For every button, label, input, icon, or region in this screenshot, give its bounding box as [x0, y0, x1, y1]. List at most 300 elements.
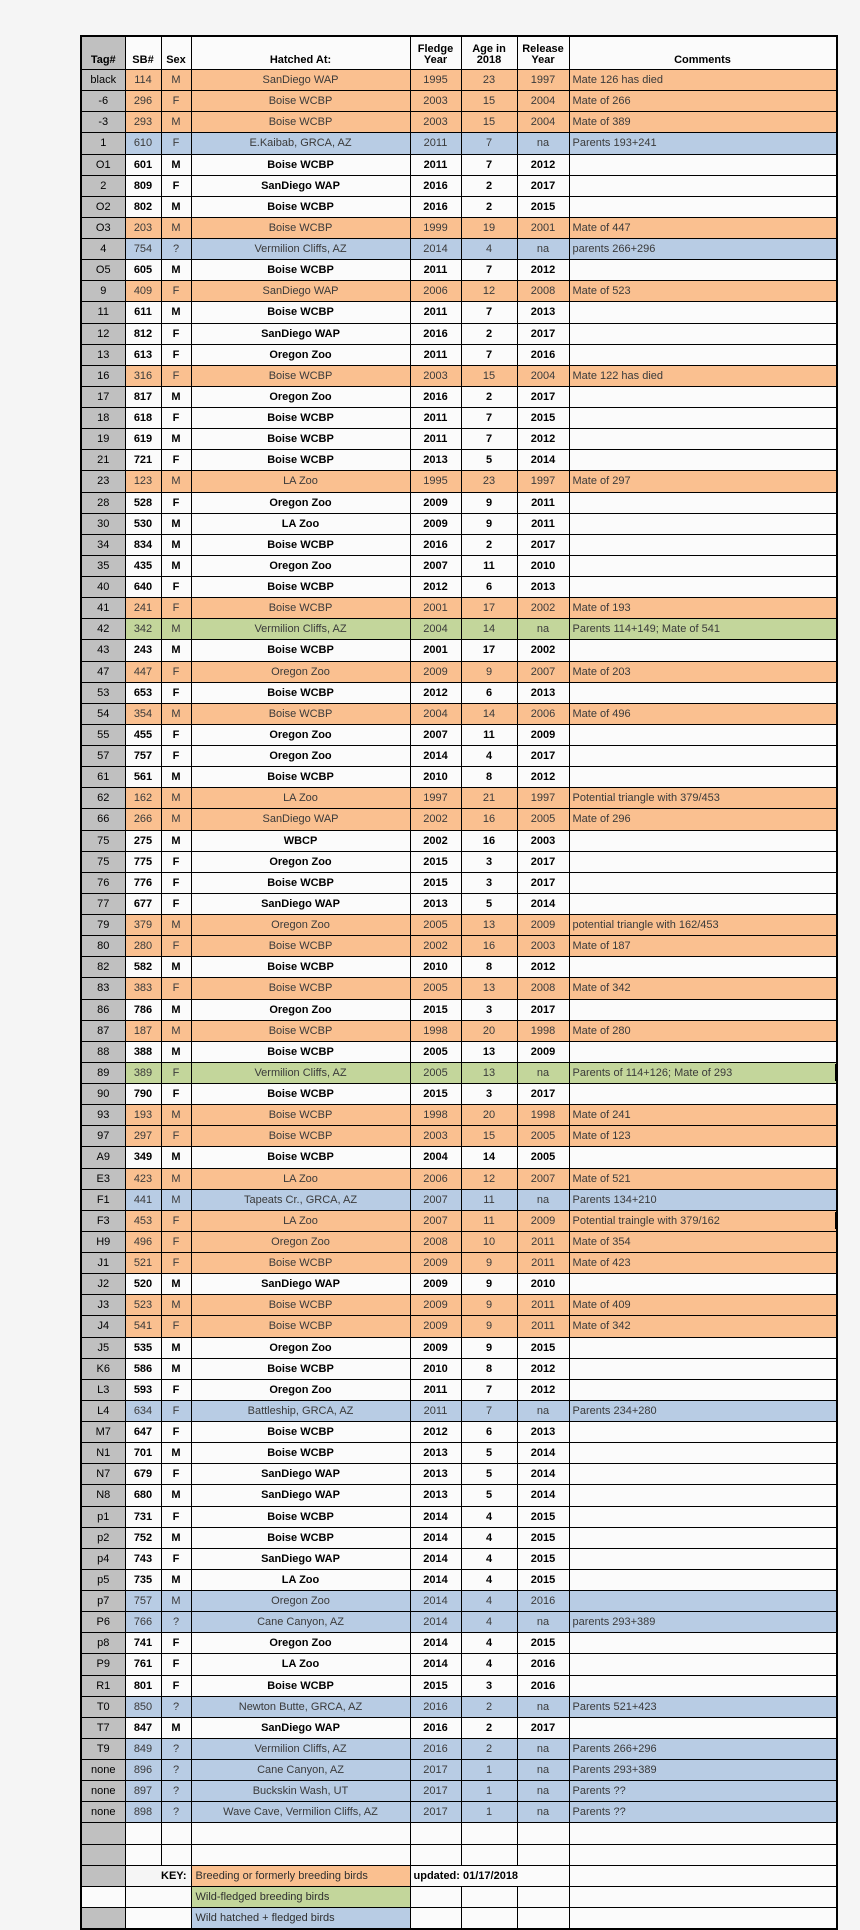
cell-release: 2012 — [517, 260, 569, 281]
table-row — [81, 1781, 837, 1802]
cell-tag — [81, 1886, 125, 1907]
cell-sex: M — [161, 1274, 191, 1295]
cell-sb: 388 — [125, 1041, 161, 1062]
table-row — [81, 1675, 837, 1696]
cell-fledge — [410, 1823, 461, 1844]
cell-fledge: 2011 — [410, 260, 461, 281]
cell-fledge: 2017 — [410, 1781, 461, 1802]
cell-age: 4 — [461, 1654, 517, 1675]
table-row — [81, 851, 837, 872]
comment-text: Parents 134+210 — [572, 1193, 657, 1206]
cell-release: 2017 — [517, 746, 569, 767]
cell-sex: M — [161, 1147, 191, 1168]
cell-age: 7 — [461, 429, 517, 450]
header-comments: Comments — [569, 36, 837, 70]
cell-fledge: 2017 — [410, 1802, 461, 1823]
cell-sb: 679 — [125, 1464, 161, 1485]
cell-fledge: 2003 — [410, 91, 461, 112]
cell-hatched-at: SanDiego WAP — [191, 323, 410, 344]
cell-age: 9 — [461, 1274, 517, 1295]
cell-release — [517, 1907, 569, 1929]
cell-tag: T9 — [81, 1738, 125, 1759]
cell-sex: F — [161, 1379, 191, 1400]
cell-fledge: 2009 — [410, 1295, 461, 1316]
cell-fledge: 2005 — [410, 1041, 461, 1062]
cell-tag — [81, 1865, 125, 1886]
cell-sex: ? — [161, 1696, 191, 1717]
cell-sb: 613 — [125, 344, 161, 365]
cell-sb: 528 — [125, 492, 161, 513]
cell-tag: 61 — [81, 767, 125, 788]
cell-sb: 541 — [125, 1316, 161, 1337]
cell-tag: 89 — [81, 1062, 125, 1083]
cell-sex: M — [161, 471, 191, 492]
cell-age: 7 — [461, 408, 517, 429]
cell-comment — [569, 1717, 837, 1738]
cell-sex: M — [161, 196, 191, 217]
cell-fledge: 2001 — [410, 640, 461, 661]
cell-sex: F — [161, 175, 191, 196]
cell-sex: F — [161, 1464, 191, 1485]
cell-tag: O5 — [81, 260, 125, 281]
cell-comment — [569, 1253, 837, 1274]
comment-text: Parents ?? — [572, 1785, 626, 1798]
cell-comment — [569, 1844, 837, 1865]
cell-sb: 834 — [125, 534, 161, 555]
cell-age: 4 — [461, 239, 517, 260]
comment-text: Mate of 187 — [572, 940, 631, 953]
cell-age: 23 — [461, 471, 517, 492]
cell-release: 2002 — [517, 640, 569, 661]
key-entry-wild-fledged: Wild-fledged breeding birds — [191, 1886, 410, 1907]
cell-sex: F — [161, 1316, 191, 1337]
table-row — [81, 386, 837, 407]
cell-sex: M — [161, 957, 191, 978]
cell-fledge: 2015 — [410, 872, 461, 893]
cell-sb: 316 — [125, 365, 161, 386]
cell-hatched-at: Boise WCBP — [191, 534, 410, 555]
cell-hatched-at: Boise WCBP — [191, 640, 410, 661]
cell-age: 14 — [461, 1147, 517, 1168]
cell-tag: F3 — [81, 1210, 125, 1231]
cell-tag: black — [81, 70, 125, 91]
cell-comment — [569, 1443, 837, 1464]
cell-sb: 898 — [125, 1802, 161, 1823]
cell-age: 15 — [461, 1126, 517, 1147]
cell-sex: M — [161, 1527, 191, 1548]
cell-tag: 87 — [81, 1020, 125, 1041]
cell-comment — [569, 724, 837, 745]
cell-release: 2009 — [517, 915, 569, 936]
cell-fledge: 2005 — [410, 978, 461, 999]
cell-tag: 57 — [81, 746, 125, 767]
cell-tag: 43 — [81, 640, 125, 661]
cell-hatched-at: SanDiego WAP — [191, 1548, 410, 1569]
cell-fledge: 2009 — [410, 661, 461, 682]
cell-fledge: 2007 — [410, 555, 461, 576]
comment-text: Mate of 193 — [572, 602, 631, 615]
cell-sb: 802 — [125, 196, 161, 217]
cell-fledge: 2007 — [410, 1210, 461, 1231]
cell-age: 4 — [461, 1506, 517, 1527]
cell-sex: M — [161, 1443, 191, 1464]
cell-hatched-at: Boise WCBP — [191, 112, 410, 133]
cell-sb: 293 — [125, 112, 161, 133]
cell-comment — [569, 429, 837, 450]
table-row — [81, 196, 837, 217]
cell-sb: 441 — [125, 1189, 161, 1210]
cell-hatched-at: Boise WCBP — [191, 365, 410, 386]
cell-comment — [569, 577, 837, 598]
cell-sex: M — [161, 767, 191, 788]
cell-release: 2015 — [517, 1633, 569, 1654]
cell-age: 2 — [461, 196, 517, 217]
cell-tag: -6 — [81, 91, 125, 112]
table-row — [81, 1506, 837, 1527]
cell-hatched-at: Boise WCBP — [191, 703, 410, 724]
cell-age: 15 — [461, 365, 517, 386]
cell-hatched-at: Vermilion Cliffs, AZ — [191, 1062, 410, 1083]
cell-comment — [569, 1591, 837, 1612]
table-row — [81, 1548, 837, 1569]
cell-comment — [569, 302, 837, 323]
cell-age: 20 — [461, 1020, 517, 1041]
cell-comment — [569, 661, 837, 682]
cell-sb: 297 — [125, 1126, 161, 1147]
cell-fledge: 2014 — [410, 746, 461, 767]
cell-fledge: 2005 — [410, 1062, 461, 1083]
cell-hatched-at: Boise WCBP — [191, 1358, 410, 1379]
cell-comment — [569, 1337, 837, 1358]
cell-age: 13 — [461, 1062, 517, 1083]
cell-tag: 54 — [81, 703, 125, 724]
cell-release: 2017 — [517, 872, 569, 893]
table-row — [81, 661, 837, 682]
cell-tag: p7 — [81, 1591, 125, 1612]
cell-tag: 55 — [81, 724, 125, 745]
cell-age: 7 — [461, 1379, 517, 1400]
cell-release: 2008 — [517, 978, 569, 999]
cell-age: 15 — [461, 112, 517, 133]
cell-tag: A9 — [81, 1147, 125, 1168]
table-row — [81, 619, 837, 640]
cell-sex — [161, 1844, 191, 1865]
table-row — [81, 1464, 837, 1485]
cell-age: 6 — [461, 1422, 517, 1443]
cell-comment — [569, 1569, 837, 1590]
cell-tag: 13 — [81, 344, 125, 365]
table-row — [81, 1591, 837, 1612]
cell-comment — [569, 1907, 837, 1929]
cell-release: 2015 — [517, 1527, 569, 1548]
cell-fledge: 2016 — [410, 386, 461, 407]
table-row — [81, 830, 837, 851]
cell-release: 2017 — [517, 851, 569, 872]
cell-release: na — [517, 1189, 569, 1210]
cell-age: 4 — [461, 1633, 517, 1654]
cell-sex: M — [161, 260, 191, 281]
cell-release: 2013 — [517, 1422, 569, 1443]
cell-comment — [569, 513, 837, 534]
table-row — [81, 1569, 837, 1590]
cell-release: 2016 — [517, 344, 569, 365]
cell-sex: F — [161, 872, 191, 893]
cell-sb: 266 — [125, 809, 161, 830]
cell-age: 1 — [461, 1802, 517, 1823]
cell-age: 5 — [461, 450, 517, 471]
cell-tag: p1 — [81, 1506, 125, 1527]
cell-tag: 35 — [81, 555, 125, 576]
cell-hatched-at: WBCP — [191, 830, 410, 851]
cell-fledge: 1998 — [410, 1105, 461, 1126]
cell-comment — [569, 344, 837, 365]
table-row — [81, 534, 837, 555]
cell-sex: F — [161, 851, 191, 872]
cell-tag: O3 — [81, 217, 125, 238]
cell-release: 2009 — [517, 724, 569, 745]
cell-tag: N1 — [81, 1443, 125, 1464]
cell-sex: F — [161, 682, 191, 703]
cell-fledge: 1999 — [410, 217, 461, 238]
table-row — [81, 217, 837, 238]
cell-age: 7 — [461, 154, 517, 175]
cell-age: 23 — [461, 70, 517, 91]
cell-sex: F — [161, 746, 191, 767]
cell-fledge: 2014 — [410, 1506, 461, 1527]
cell-sb: 677 — [125, 893, 161, 914]
cell-release: 2011 — [517, 513, 569, 534]
table-row — [81, 936, 837, 957]
cell-sb: 453 — [125, 1210, 161, 1231]
cell-age: 11 — [461, 555, 517, 576]
cell-spacer — [125, 1886, 191, 1907]
cell-sb: 640 — [125, 577, 161, 598]
cell-sex: F — [161, 323, 191, 344]
table-row — [81, 239, 837, 260]
cell-fledge: 2014 — [410, 1527, 461, 1548]
cell-release: 2010 — [517, 1274, 569, 1295]
cell-comment — [569, 196, 837, 217]
cell-fledge — [410, 1907, 461, 1929]
comment-text: Mate of 389 — [572, 116, 631, 129]
cell-age: 4 — [461, 1612, 517, 1633]
cell-sex: F — [161, 724, 191, 745]
cell-fledge: 2012 — [410, 682, 461, 703]
cell-release: 2015 — [517, 196, 569, 217]
comment-text: Mate of 423 — [572, 1257, 631, 1270]
cell-age: 21 — [461, 788, 517, 809]
cell-fledge: 2014 — [410, 1633, 461, 1654]
table-row — [81, 978, 837, 999]
comment-text: Mate of 409 — [572, 1299, 631, 1312]
cell-sex: F — [161, 1654, 191, 1675]
cell-sb: 680 — [125, 1485, 161, 1506]
cell-tag: 23 — [81, 471, 125, 492]
key-row-breeding — [81, 1865, 837, 1886]
cell-tag: 75 — [81, 851, 125, 872]
cell-comment — [569, 1274, 837, 1295]
cell-fledge: 2003 — [410, 1126, 461, 1147]
cell-fledge: 2014 — [410, 1612, 461, 1633]
cell-sb: 582 — [125, 957, 161, 978]
cell-release: na — [517, 1612, 569, 1633]
cell-sb: 586 — [125, 1358, 161, 1379]
cell-sex: F — [161, 450, 191, 471]
cell-hatched-at: Buckskin Wash, UT — [191, 1781, 410, 1802]
cell-release: na — [517, 239, 569, 260]
cell-sex: M — [161, 1485, 191, 1506]
cell-fledge: 2011 — [410, 408, 461, 429]
cell-comment — [569, 260, 837, 281]
table-row — [81, 1527, 837, 1548]
cell-release: na — [517, 1738, 569, 1759]
cell-release: 2012 — [517, 957, 569, 978]
cell-sb: 280 — [125, 936, 161, 957]
cell-tag: M7 — [81, 1422, 125, 1443]
table-row — [81, 1485, 837, 1506]
cell-fledge: 2013 — [410, 1443, 461, 1464]
cell-fledge: 1995 — [410, 471, 461, 492]
cell-sex: M — [161, 1041, 191, 1062]
cell-fledge: 2015 — [410, 1084, 461, 1105]
cell-hatched-at: Oregon Zoo — [191, 1379, 410, 1400]
comment-text: Parents 193+241 — [572, 137, 657, 150]
cell-sex: M — [161, 1295, 191, 1316]
cell-fledge: 2013 — [410, 1464, 461, 1485]
cell-sex: M — [161, 555, 191, 576]
cell-comment — [569, 1802, 837, 1823]
cell-sex: M — [161, 619, 191, 640]
cell-tag: 30 — [81, 513, 125, 534]
cell-hatched-at: Oregon Zoo — [191, 999, 410, 1020]
cell-comment — [569, 1760, 837, 1781]
cell-fledge: 2008 — [410, 1231, 461, 1252]
cell-comment — [569, 1485, 837, 1506]
cell-age: 4 — [461, 1548, 517, 1569]
cell-fledge: 2009 — [410, 1337, 461, 1358]
cell-release: na — [517, 1781, 569, 1802]
cell-comment — [569, 492, 837, 513]
cell-sex: F — [161, 1084, 191, 1105]
cell-hatched-at: Boise WCBP — [191, 217, 410, 238]
cell-sex: F — [161, 281, 191, 302]
cell-sex: F — [161, 661, 191, 682]
table-row — [81, 1147, 837, 1168]
cell-release: 2017 — [517, 175, 569, 196]
cell-sex: ? — [161, 1760, 191, 1781]
cell-hatched-at: Tapeats Cr., GRCA, AZ — [191, 1189, 410, 1210]
cell-fledge: 2009 — [410, 513, 461, 534]
table-row — [81, 1802, 837, 1823]
cell-sb: 593 — [125, 1379, 161, 1400]
cell-comment — [569, 999, 837, 1020]
cell-spacer — [125, 1907, 191, 1929]
cell-tag: 28 — [81, 492, 125, 513]
cell-hatched-at: Oregon Zoo — [191, 344, 410, 365]
cell-tag: 76 — [81, 872, 125, 893]
cell-sb: 123 — [125, 471, 161, 492]
cell-sex: ? — [161, 239, 191, 260]
cell-tag: 80 — [81, 936, 125, 957]
cell-age: 3 — [461, 872, 517, 893]
cell-comment — [569, 1041, 837, 1062]
cell-sex: F — [161, 1422, 191, 1443]
cell-fledge: 2012 — [410, 577, 461, 598]
cell-sex: F — [161, 1062, 191, 1083]
cell-tag: 11 — [81, 302, 125, 323]
cell-hatched-at: SanDiego WAP — [191, 1485, 410, 1506]
cell-comment — [569, 767, 837, 788]
cell-hatched-at: Boise WCBP — [191, 91, 410, 112]
cell-comment — [569, 893, 837, 914]
cell-tag: E3 — [81, 1168, 125, 1189]
table-row — [81, 1231, 837, 1252]
cell-hatched-at: Boise WCBP — [191, 1253, 410, 1274]
cell-release: 2015 — [517, 1548, 569, 1569]
table-row — [81, 893, 837, 914]
table-row — [81, 1738, 837, 1759]
cell-hatched-at: LA Zoo — [191, 1569, 410, 1590]
table-row — [81, 1633, 837, 1654]
table-row — [81, 344, 837, 365]
cell-tag: 93 — [81, 1105, 125, 1126]
comment-text: Parents of 114+126; Mate of 293 — [573, 1064, 836, 1081]
table-row — [81, 450, 837, 471]
cell-sex: ? — [161, 1802, 191, 1823]
cell-tag: p4 — [81, 1548, 125, 1569]
cell-sb: 754 — [125, 239, 161, 260]
cell-sex: M — [161, 1569, 191, 1590]
cell-tag: 41 — [81, 598, 125, 619]
cell-comment — [569, 1506, 837, 1527]
cell-comment — [569, 598, 837, 619]
cell-fledge: 2014 — [410, 1569, 461, 1590]
key-row-wild-hatched — [81, 1907, 837, 1929]
cell-tag: 18 — [81, 408, 125, 429]
cell-release: 2014 — [517, 893, 569, 914]
table-row — [81, 788, 837, 809]
cell-comment — [569, 1400, 837, 1421]
cell-release: 2017 — [517, 386, 569, 407]
cell-release: 2001 — [517, 217, 569, 238]
cell-release — [517, 1823, 569, 1844]
cell-tag: 77 — [81, 893, 125, 914]
comment-text: Mate of 521 — [572, 1172, 631, 1185]
cell-sb: 611 — [125, 302, 161, 323]
cell-release: na — [517, 1400, 569, 1421]
cell-sex: F — [161, 1253, 191, 1274]
cell-age: 13 — [461, 978, 517, 999]
cell-fledge: 1997 — [410, 788, 461, 809]
table-row — [81, 1443, 837, 1464]
cell-tag: 9 — [81, 281, 125, 302]
cell-release: 2003 — [517, 830, 569, 851]
cell-release: 1997 — [517, 471, 569, 492]
cell-sb: 187 — [125, 1020, 161, 1041]
cell-comment — [569, 1210, 837, 1231]
cell-sex: F — [161, 1126, 191, 1147]
cell-release: 1998 — [517, 1105, 569, 1126]
cell-comment — [569, 323, 837, 344]
cell-tag: 82 — [81, 957, 125, 978]
cell-comment — [569, 830, 837, 851]
cell-hatched-at: SanDiego WAP — [191, 893, 410, 914]
cell-age — [461, 1886, 517, 1907]
cell-release: 2017 — [517, 323, 569, 344]
table-row — [81, 703, 837, 724]
cell-comment — [569, 1696, 837, 1717]
cell-release: 2005 — [517, 1126, 569, 1147]
